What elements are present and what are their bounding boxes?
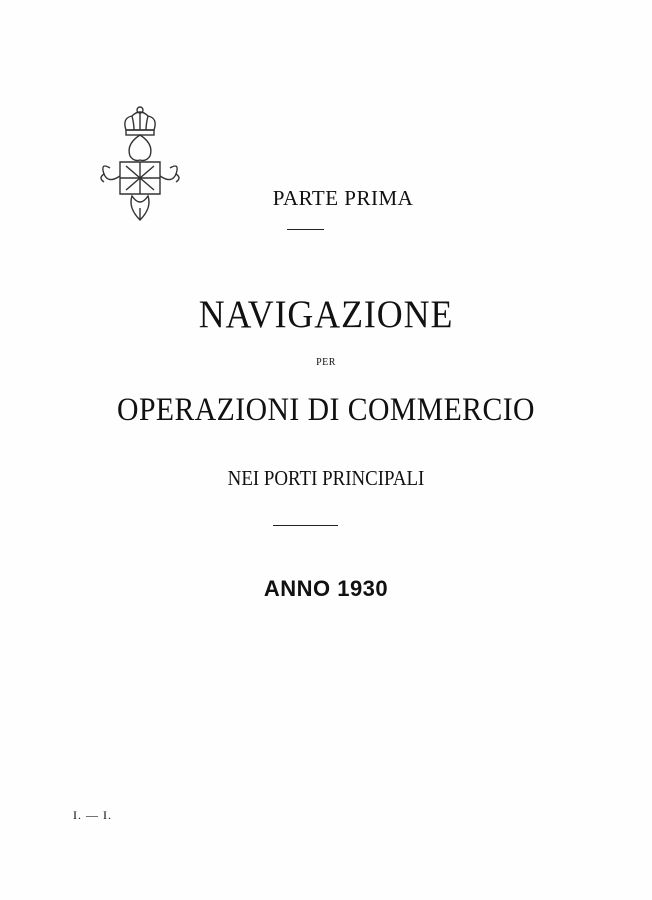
page-title: NAVIGAZIONE	[198, 293, 454, 336]
signature-mark: I. — I.	[73, 808, 112, 822]
page-subtitle: OPERAZIONI DI COMMERCIO	[117, 392, 535, 428]
crowned-savoy-knot-emblem-icon	[96, 104, 184, 224]
section-divider	[273, 525, 338, 526]
title-connector: PER	[316, 357, 336, 368]
year-label: ANNO 1930	[263, 576, 389, 601]
part-heading: PARTE PRIMA	[272, 186, 414, 210]
heading-divider	[287, 229, 324, 230]
page-subtitle-secondary: NEI PORTI PRINCIPALI	[227, 466, 425, 490]
